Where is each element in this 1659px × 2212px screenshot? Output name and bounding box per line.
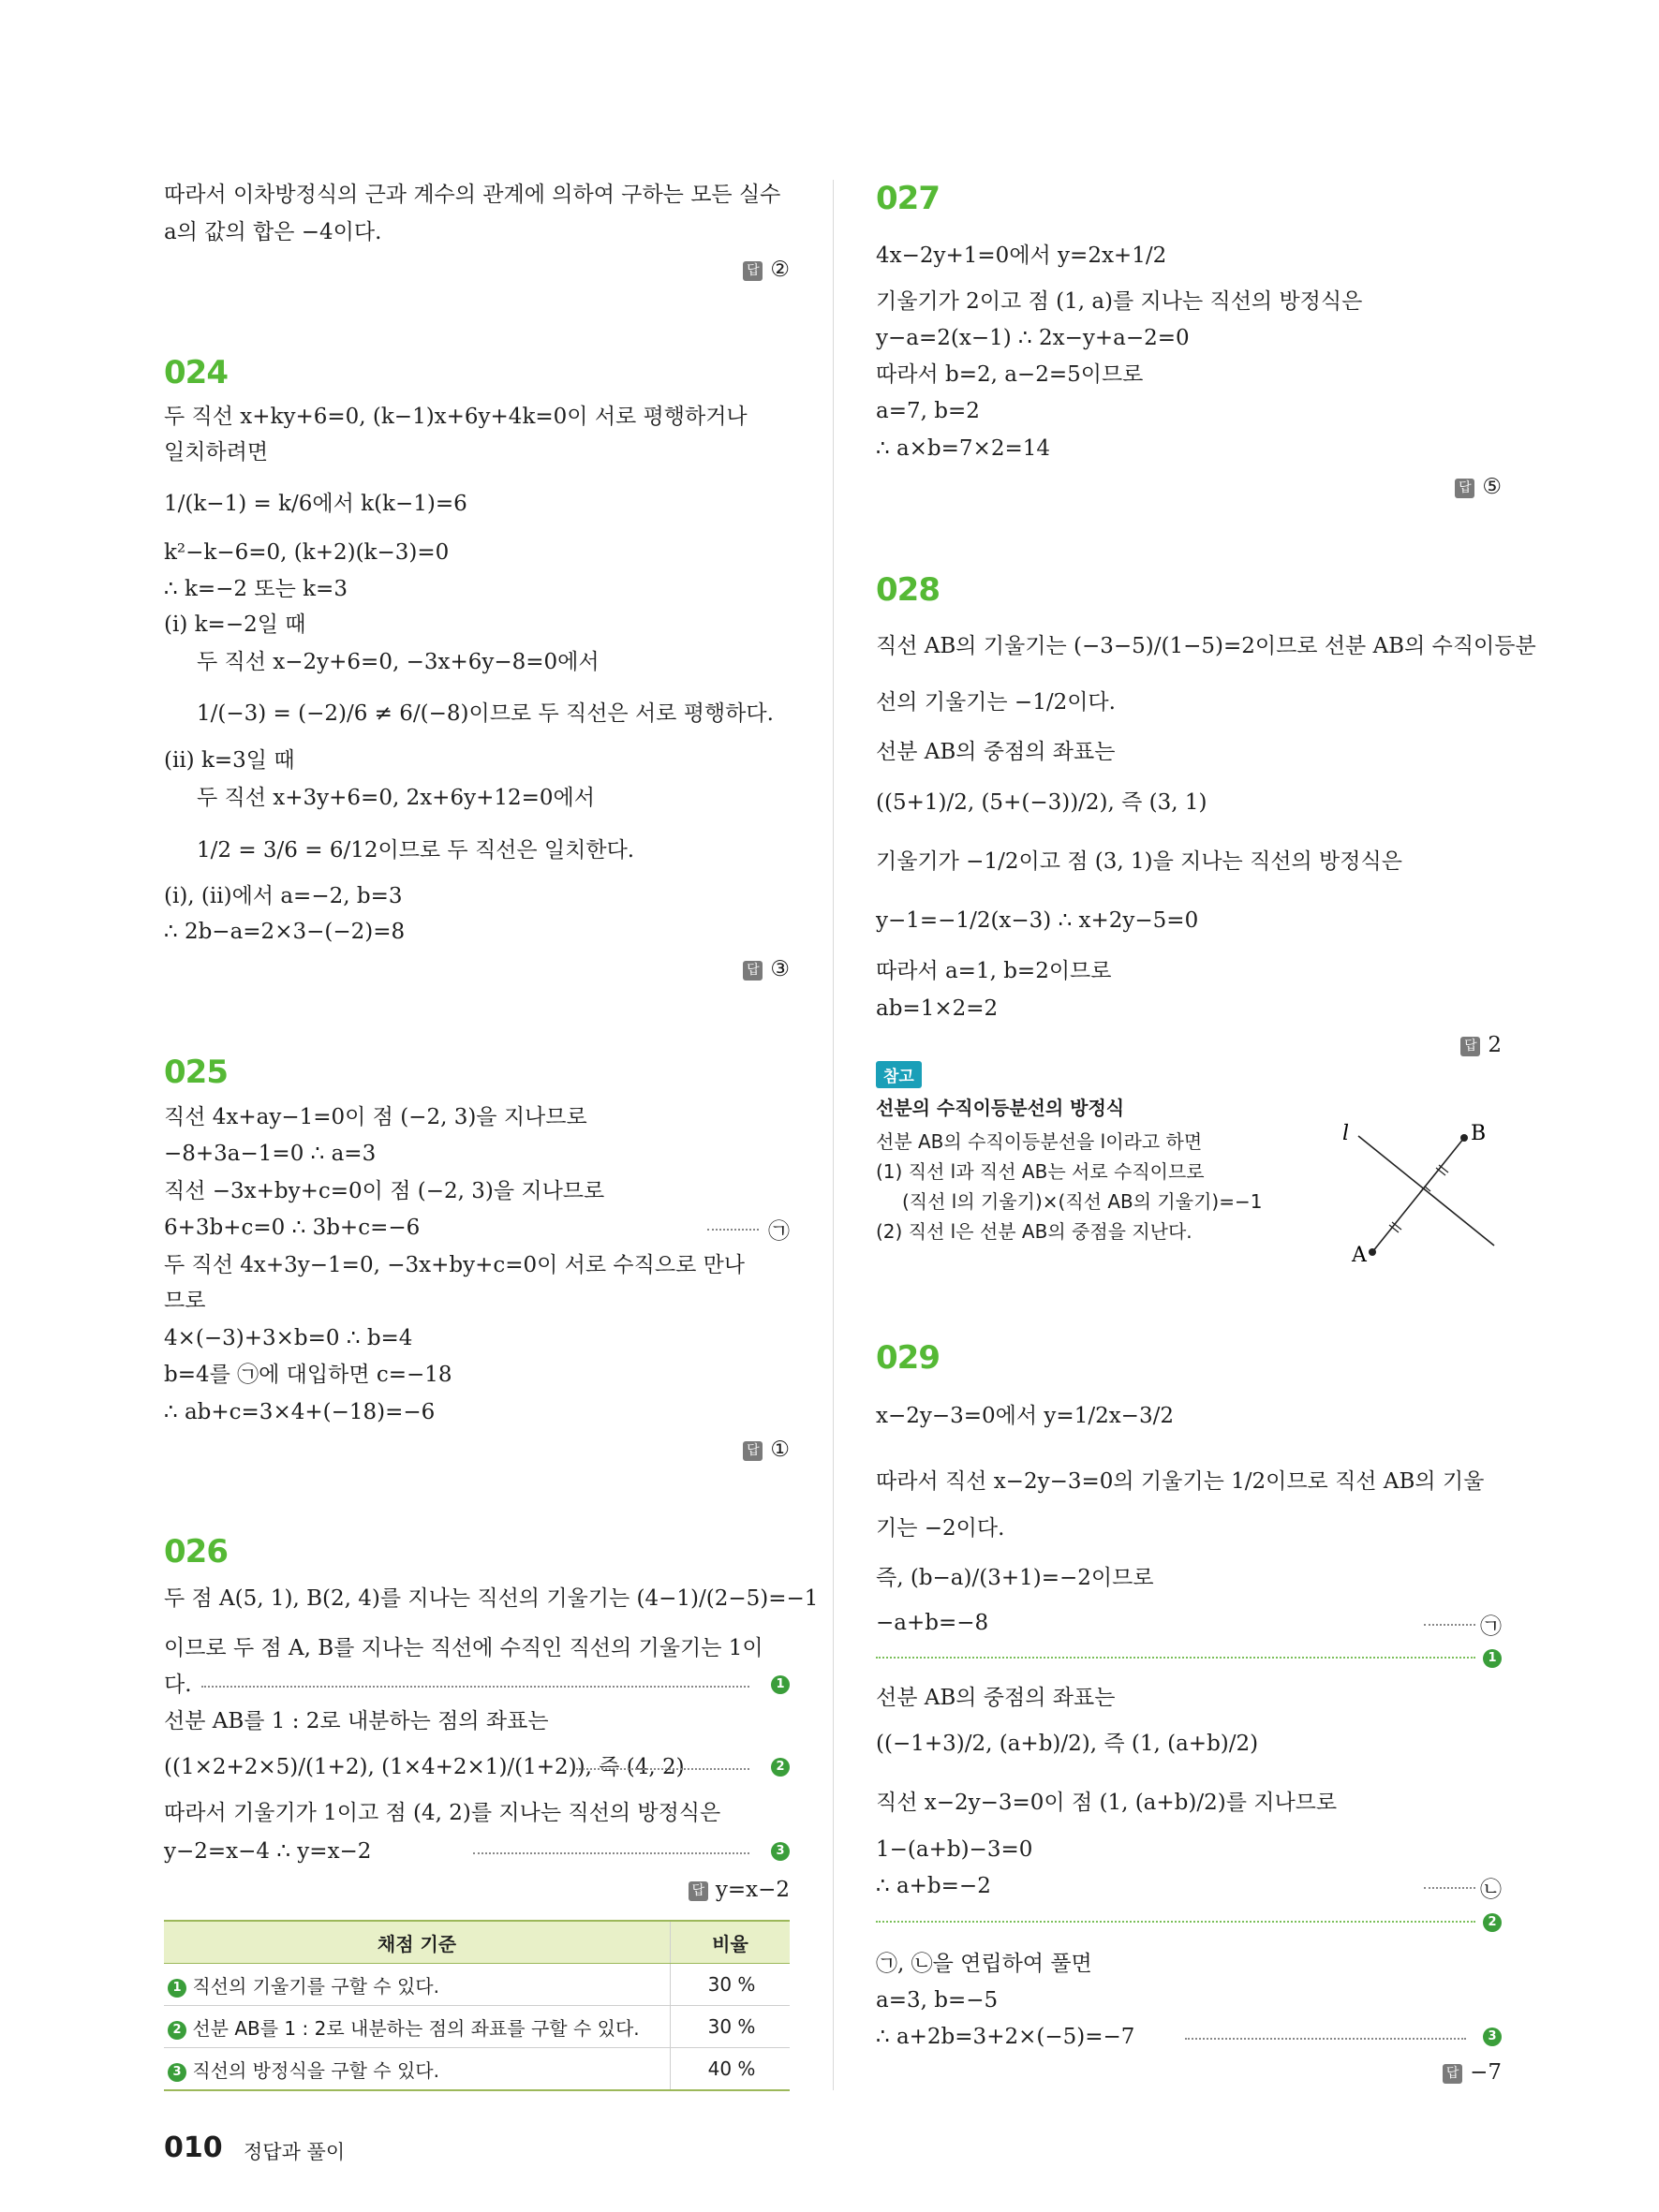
p027-line: 4x−2y+1=0에서 y=2x+1/2 [876, 243, 1167, 268]
p025-line: 두 직선 4x+3y−1=0, −3x+by+c=0이 서로 수직으로 만나 [164, 1253, 746, 1277]
marker-nieun: ㉡ [1480, 1878, 1502, 1902]
column-divider [833, 180, 834, 2090]
p028-answer: 답 2 [1460, 1033, 1502, 1057]
p025-line: 4×(−3)+3×b=0 ∴ b=4 [164, 1326, 413, 1350]
p024-line: 두 직선 x−2y+6=0, −3x+6y−8=0에서 [197, 650, 600, 674]
step-marker-3: 3 [1483, 2023, 1502, 2047]
step-divider-line [876, 1657, 1475, 1659]
marker-giyeok: ㉠ [1480, 1615, 1502, 1639]
note-title: 선분의 수직이등분선의 방정식 [876, 1097, 1125, 1119]
note-line: (2) 직선 l은 선분 AB의 중점을 지난다. [876, 1220, 1192, 1243]
p024-line: ∴ k=−2 또는 k=3 [164, 577, 348, 601]
p026-answer: 답 y=x−2 [689, 1878, 790, 1902]
p024-line: 1/2 = 3/6 = 6/12이므로 두 직선은 일치한다. [197, 838, 635, 863]
problem-number-024: 024 [164, 354, 228, 391]
marker-giyeok: ㉠ [768, 1219, 790, 1244]
p029-line: 따라서 직선 x−2y−3=0의 기울기는 1/2이므로 직선 AB의 기울 [876, 1469, 1485, 1494]
p025-line: −8+3a−1=0 ∴ a=3 [164, 1142, 377, 1166]
p028-line: 기울기가 −1/2이고 점 (3, 1)을 지나는 직선의 방정식은 [876, 849, 1402, 874]
leader-dots [576, 1768, 749, 1770]
p029-line: ㉠, ㉡을 연립하여 풀면 [876, 1952, 1092, 1976]
p025-line: 직선 4x+ay−1=0이 점 (−2, 3)을 지나므로 [164, 1105, 587, 1129]
leader-dots [1424, 1624, 1475, 1626]
p025-line: 6+3b+c=0 ∴ 3b+c=−6 [164, 1216, 421, 1240]
p027-line: y−a=2(x−1) ∴ 2x−y+a−2=0 [876, 326, 1190, 350]
p027-line: a=7, b=2 [876, 399, 980, 423]
p025-line: ∴ ab+c=3×4+(−18)=−6 [164, 1400, 436, 1424]
p029-line: ∴ a+b=−2 [876, 1874, 991, 1898]
p029-answer: 답 −7 [1443, 2060, 1502, 2085]
p029-line: 직선 x−2y−3=0이 점 (1, (a+b)/2)를 지나므로 [876, 1791, 1338, 1815]
segment-AB [1372, 1138, 1464, 1252]
step-marker-2: 2 [771, 1753, 790, 1777]
p029-line: x−2y−3=0에서 y=1/2x−3/2 [876, 1404, 1174, 1428]
point-A [1369, 1248, 1376, 1256]
p027-line: 따라서 b=2, a−2=5이므로 [876, 362, 1144, 387]
p029-line: 즉, (b−a)/(3+1)=−2이므로 [876, 1566, 1154, 1590]
p024-line: (i), (ii)에서 a=−2, b=3 [164, 884, 403, 908]
p024-line: (i) k=−2일 때 [164, 612, 306, 637]
p027-line: ∴ a×b=7×2=14 [876, 436, 1050, 461]
leader-dots [1424, 1887, 1475, 1889]
step-marker-3: 3 [771, 1837, 790, 1862]
label-A: A [1352, 1244, 1367, 1267]
footer-title: 정답과 풀이 [244, 2141, 346, 2163]
label-B: B [1471, 1122, 1487, 1145]
p026-line: 이므로 두 점 A, B를 지나는 직선에 수직인 직선의 기울기는 1이 [164, 1636, 763, 1660]
p029-line: 선분 AB의 중점의 좌표는 [876, 1686, 1116, 1710]
leader-dots [707, 1229, 759, 1231]
p024-line: k²−k−6=0, (k+2)(k−3)=0 [164, 540, 450, 565]
page-number: 010 [164, 2131, 223, 2164]
p028-line: 선분 AB의 중점의 좌표는 [876, 740, 1116, 764]
table-row: 2 선분 AB를 1 : 2로 내분하는 점의 좌표를 구할 수 있다. 30 % [164, 2006, 790, 2048]
p027-line: 기울기가 2이고 점 (1, a)를 지나는 직선의 방정식은 [876, 289, 1363, 314]
table-row: 1 직선의 기울기를 구할 수 있다. 30 % [164, 1964, 790, 2006]
p026-line: y−2=x−4 ∴ y=x−2 [164, 1839, 372, 1864]
p024-line: 1/(−3) = (−2)/6 ≠ 6/(−8)이므로 두 직선은 서로 평행하다. [197, 701, 774, 726]
p026-line: 선분 AB를 1 : 2로 내분하는 점의 좌표는 [164, 1709, 549, 1733]
p028-line: 직선 AB의 기울기는 (−3−5)/(1−5)=2이므로 선분 AB의 수직이등분 [876, 634, 1536, 658]
perpendicular-bisector-figure [1326, 1119, 1503, 1269]
p026-line: 다. [164, 1673, 192, 1697]
p028-line: ((5+1)/2, (5+(−3))/2), 즉 (3, 1) [876, 790, 1207, 815]
note-line: 선분 AB의 수직이등분선을 l이라고 하면 [876, 1130, 1203, 1153]
grading-header-criteria: 채점 기준 [164, 1921, 671, 1964]
answer-label: 답 [743, 261, 763, 281]
leader-dots [201, 1686, 749, 1688]
note-line: (직선 l의 기울기)×(직선 AB의 기울기)=−1 [902, 1190, 1263, 1213]
intro-line-2: a의 값의 합은 −4이다. [164, 220, 382, 244]
p028-line: y−1=−1/2(x−3) ∴ x+2y−5=0 [876, 908, 1199, 933]
p024-line: 두 직선 x+ky+6=0, (k−1)x+6y+4k=0이 서로 평행하거나 [164, 405, 748, 429]
problem-number-027: 027 [876, 180, 940, 217]
p028-line: 선의 기울기는 −1/2이다. [876, 690, 1116, 715]
p025-line: b=4를 ㉠에 대입하면 c=−18 [164, 1363, 452, 1387]
p024-line: (ii) k=3일 때 [164, 748, 295, 773]
table-row: 3 직선의 방정식을 구할 수 있다. 40 % [164, 2048, 790, 2091]
p024-answer: 답 ③ [743, 957, 790, 981]
p029-line: 1−(a+b)−3=0 [876, 1837, 1033, 1862]
p029-line: 기는 −2이다. [876, 1516, 1005, 1541]
p024-line: 일치하려면 [164, 440, 269, 465]
p026-line: 따라서 기울기가 1이고 점 (4, 2)를 지나는 직선의 방정식은 [164, 1801, 721, 1825]
step-marker-2: 2 [1483, 1909, 1502, 1933]
p029-line: a=3, b=−5 [876, 1988, 999, 2013]
problem-number-026: 026 [164, 1533, 228, 1571]
p029-line: ((−1+3)/2, (a+b)/2), 즉 (1, (a+b)/2) [876, 1732, 1259, 1756]
p025-line: 직선 −3x+by+c=0이 점 (−2, 3)을 지나므로 [164, 1179, 605, 1203]
label-l: l [1342, 1122, 1350, 1145]
p024-line: 1/(k−1) = k/6에서 k(k−1)=6 [164, 492, 467, 516]
step-marker-1: 1 [1483, 1644, 1502, 1669]
p028-line: ab=1×2=2 [876, 996, 999, 1021]
intro-line-1: 따라서 이차방정식의 근과 계수의 관계에 의하여 구하는 모든 실수 [164, 183, 781, 207]
p029-line: ∴ a+2b=3+2×(−5)=−7 [876, 2025, 1135, 2049]
note-tag: 참고 [876, 1061, 922, 1088]
p026-line: ((1×2+2×5)/(1+2), (1×4+2×1)/(1+2)), 즉 (4, 2) [164, 1755, 685, 1779]
step-marker-1: 1 [771, 1671, 790, 1695]
p029-line: −a+b=−8 [876, 1611, 989, 1635]
note-line: (1) 직선 l과 직선 AB는 서로 수직이므로 [876, 1160, 1205, 1183]
step-divider-line [876, 1921, 1475, 1923]
p024-line: ∴ 2b−a=2×3−(−2)=8 [164, 920, 406, 944]
p025-answer: 답 ① [743, 1438, 790, 1462]
p026-line: 두 점 A(5, 1), B(2, 4)를 지나는 직선의 기울기는 (4−1)/(2−5)=−1 [164, 1586, 819, 1611]
leader-dots [473, 1852, 749, 1854]
grading-header-rate: 비율 [671, 1921, 791, 1964]
p024-line: 두 직선 x+3y+6=0, 2x+6y+12=0에서 [197, 786, 595, 810]
line-l [1358, 1136, 1494, 1246]
p025-line: 므로 [164, 1289, 206, 1313]
point-B [1460, 1134, 1468, 1142]
intro-answer: 답 ② [743, 258, 790, 282]
p027-answer: 답 ⑤ [1455, 475, 1502, 499]
problem-number-028: 028 [876, 571, 940, 609]
leader-dots [1185, 2038, 1466, 2040]
grading-table [164, 1920, 790, 2091]
problem-number-025: 025 [164, 1054, 228, 1091]
p028-line: 따라서 a=1, b=2이므로 [876, 959, 1112, 983]
problem-number-029: 029 [876, 1339, 940, 1377]
